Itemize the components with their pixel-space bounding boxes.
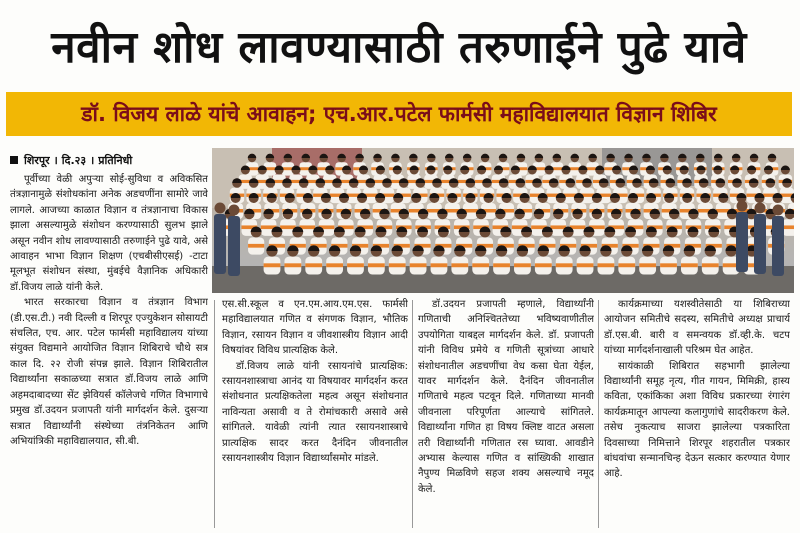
headline: नवीन शोध लावण्यासाठी तरुणाईने पुढे यावे <box>51 22 747 73</box>
subheadline-band <box>6 92 792 136</box>
dateline: शिरपूर । दि.२३ । प्रतिनिधी <box>10 150 210 170</box>
article-column-3 <box>418 297 594 529</box>
article-paragraph: पूर्वीच्या वेळी अपुऱ्या सोई-सुविधा व अविकसित तंत्रज्ञानामुळे संशोधकांना अनेक अडचणींना सामोरे जावे लागले. आजच्या काळात विज्ञान व तंत्रज्ञानाचा विकास झाला असल्यामुळे संशोधन करण्यासाठी सुलभ झाले असून नवीन शोध लावण्यासाठी तरुणाईने पुढे यावे, असे आवाहन भाभा विज्ञान शिक्षण (एचबीसीएसई) -टाटा मूलभूत संशोधन संस्था, मुंबईचे वैज्ञानिक अधिकारी डॉ.विजय लाळे यांनी केले. <box>10 174 208 293</box>
article-paragraph: भारत सरकारचा विज्ञान व तंत्रज्ञान विभाग (डी.एस.टी.) नवी दिल्ली व शिरपूर एज्युकेशन सोसायटी संचलित, एच. आर. पटेल फार्मसी महाविद्यालय यांच्या संयुक्त विद्यमाने आयोजित विज्ञान शिबिराचे चौथे सत्र काल दि. २२ रोजी संपन्न झाले. विज्ञान शिबिरातील विद्यार्थ्यांना सकाळच्या सत्रात डॉ.विजय लाळे आणि अहमदाबादच्या सेंट झेवियर्स कॉलेजचे गणित विभागाचे प्रमुख डॉ.उदयन प्रजापती यांनी मार्गदर्शन केले. दुसऱ्या सत्रात विद्यार्थ्यांनी संस्थेच्या तंत्रनिकेतन आणि अभियांत्रिकी महाविद्यालयात, सी.बी. <box>10 297 208 447</box>
column-divider <box>214 300 215 528</box>
article-paragraph: कार्यक्रमाच्या यशस्वीतेसाठी या शिबिराच्या आयोजन समितीचे सदस्य, समितीचे अध्यक्ष प्राचार्य डॉ.एस.बी. बारी व समन्वयक डॉ.व्ही.के. चटप यांच्या मार्गदर्शनाखाली परिश्रम घेत आहेत. <box>604 299 790 357</box>
article-column-2 <box>222 297 408 529</box>
group-photo <box>212 148 794 293</box>
article-paragraph: डॉ.विजय लाळे यांनी रसायनांचे प्रात्यक्षिक: रसायनशास्त्राचा आनंद या विषयावर मार्गदर्शन करत संशोधनात प्रत्यक्षिकतेला महत्व असून संशोधनात नाविन्यता असावी व ते रोमांचकारी असावे असे सांगितले. यावेळी त्यांनी त्यात रसायनशास्त्राचे प्रात्यक्षिक सादर करत दैनंदिन जीवनातील रसायनशास्त्रीय विज्ञान विद्यार्थ्यांसमोर मांडले. <box>222 360 408 465</box>
article-paragraph: डॉ.उदयन प्रजापती म्हणाले, विद्यार्थ्यांनी गणिताची अनिश्चिततेच्या भविष्यवाणीतील उपयोगिता याबद्दल मार्गदर्शन केले. डॉ. प्रजापती यांनी विविध प्रमेये व गणिती सूत्रांच्या आधारे संशोधनातील अडचणींचा वेध कसा घेता येईल, यावर मार्गदर्शन केले. दैनंदिन जीवनातील गणिताचे महत्व पटवून दिले. गणिताच्या मानवी जीवनाला परिपूर्णता आल्याचे सांगितले. विद्यार्थ्यांना गणित हा विषय क्लिष्ट वाटत असला तरी विद्यार्थ्यांनी गणितात रस घ्यावा. आवडीने अभ्यास केल्यास गणित व सांख्यिकी शाखात नैपुण्य मिळविणे सहज शक्य असल्याचे नमूद केले. <box>418 299 594 495</box>
article-paragraph: सायंकाळी शिबिरात सहभागी झालेल्या विद्यार्थ्यांनी समूह नृत्य, गीत गायन, मिमिक्री, हास्य कविता, एकांकिका अशा विविध प्रकारच्या रंगारंग कार्यक्रमातून आपल्या कलागुणांचे सादरीकरण केले. तसेच नुकत्याच साजरा झालेल्या पत्रकारिता दिवसाच्या निमित्ताने शिरपूर शहरातील पत्रकार बांधवांचा सन्मानचिन्ह देऊन सत्कार करण्यात येणार आहे. <box>604 360 790 480</box>
group-photo-image <box>212 148 794 293</box>
bullet-square-icon <box>10 156 18 164</box>
standing-person <box>214 203 226 275</box>
dateline-date: दि.२३ <box>61 153 87 167</box>
dateline-reporter: प्रतिनिधी <box>98 153 133 167</box>
column-divider <box>412 300 413 528</box>
subheadline: डॉ. विजय लाळे यांचे आवाहन; एच.आर.पटेल फार्मसी महाविद्यालयात विज्ञान शिबिर <box>81 102 717 126</box>
dateline-place: शिरपूर <box>24 153 50 167</box>
article-column-4 <box>604 297 790 529</box>
column-divider <box>598 300 599 528</box>
article-column-1 <box>10 172 208 527</box>
article-paragraph: एस.सी.स्कूल व एन.एम.आय.एम.एस. फार्मसी महाविद्यालयात गणित व संगणक विज्ञान, भौतिक विज्ञान, रसायन विज्ञान व जीवशास्त्रीय विज्ञान आदी विषयांवर विविध प्रात्यक्षिक केले. <box>222 299 408 357</box>
